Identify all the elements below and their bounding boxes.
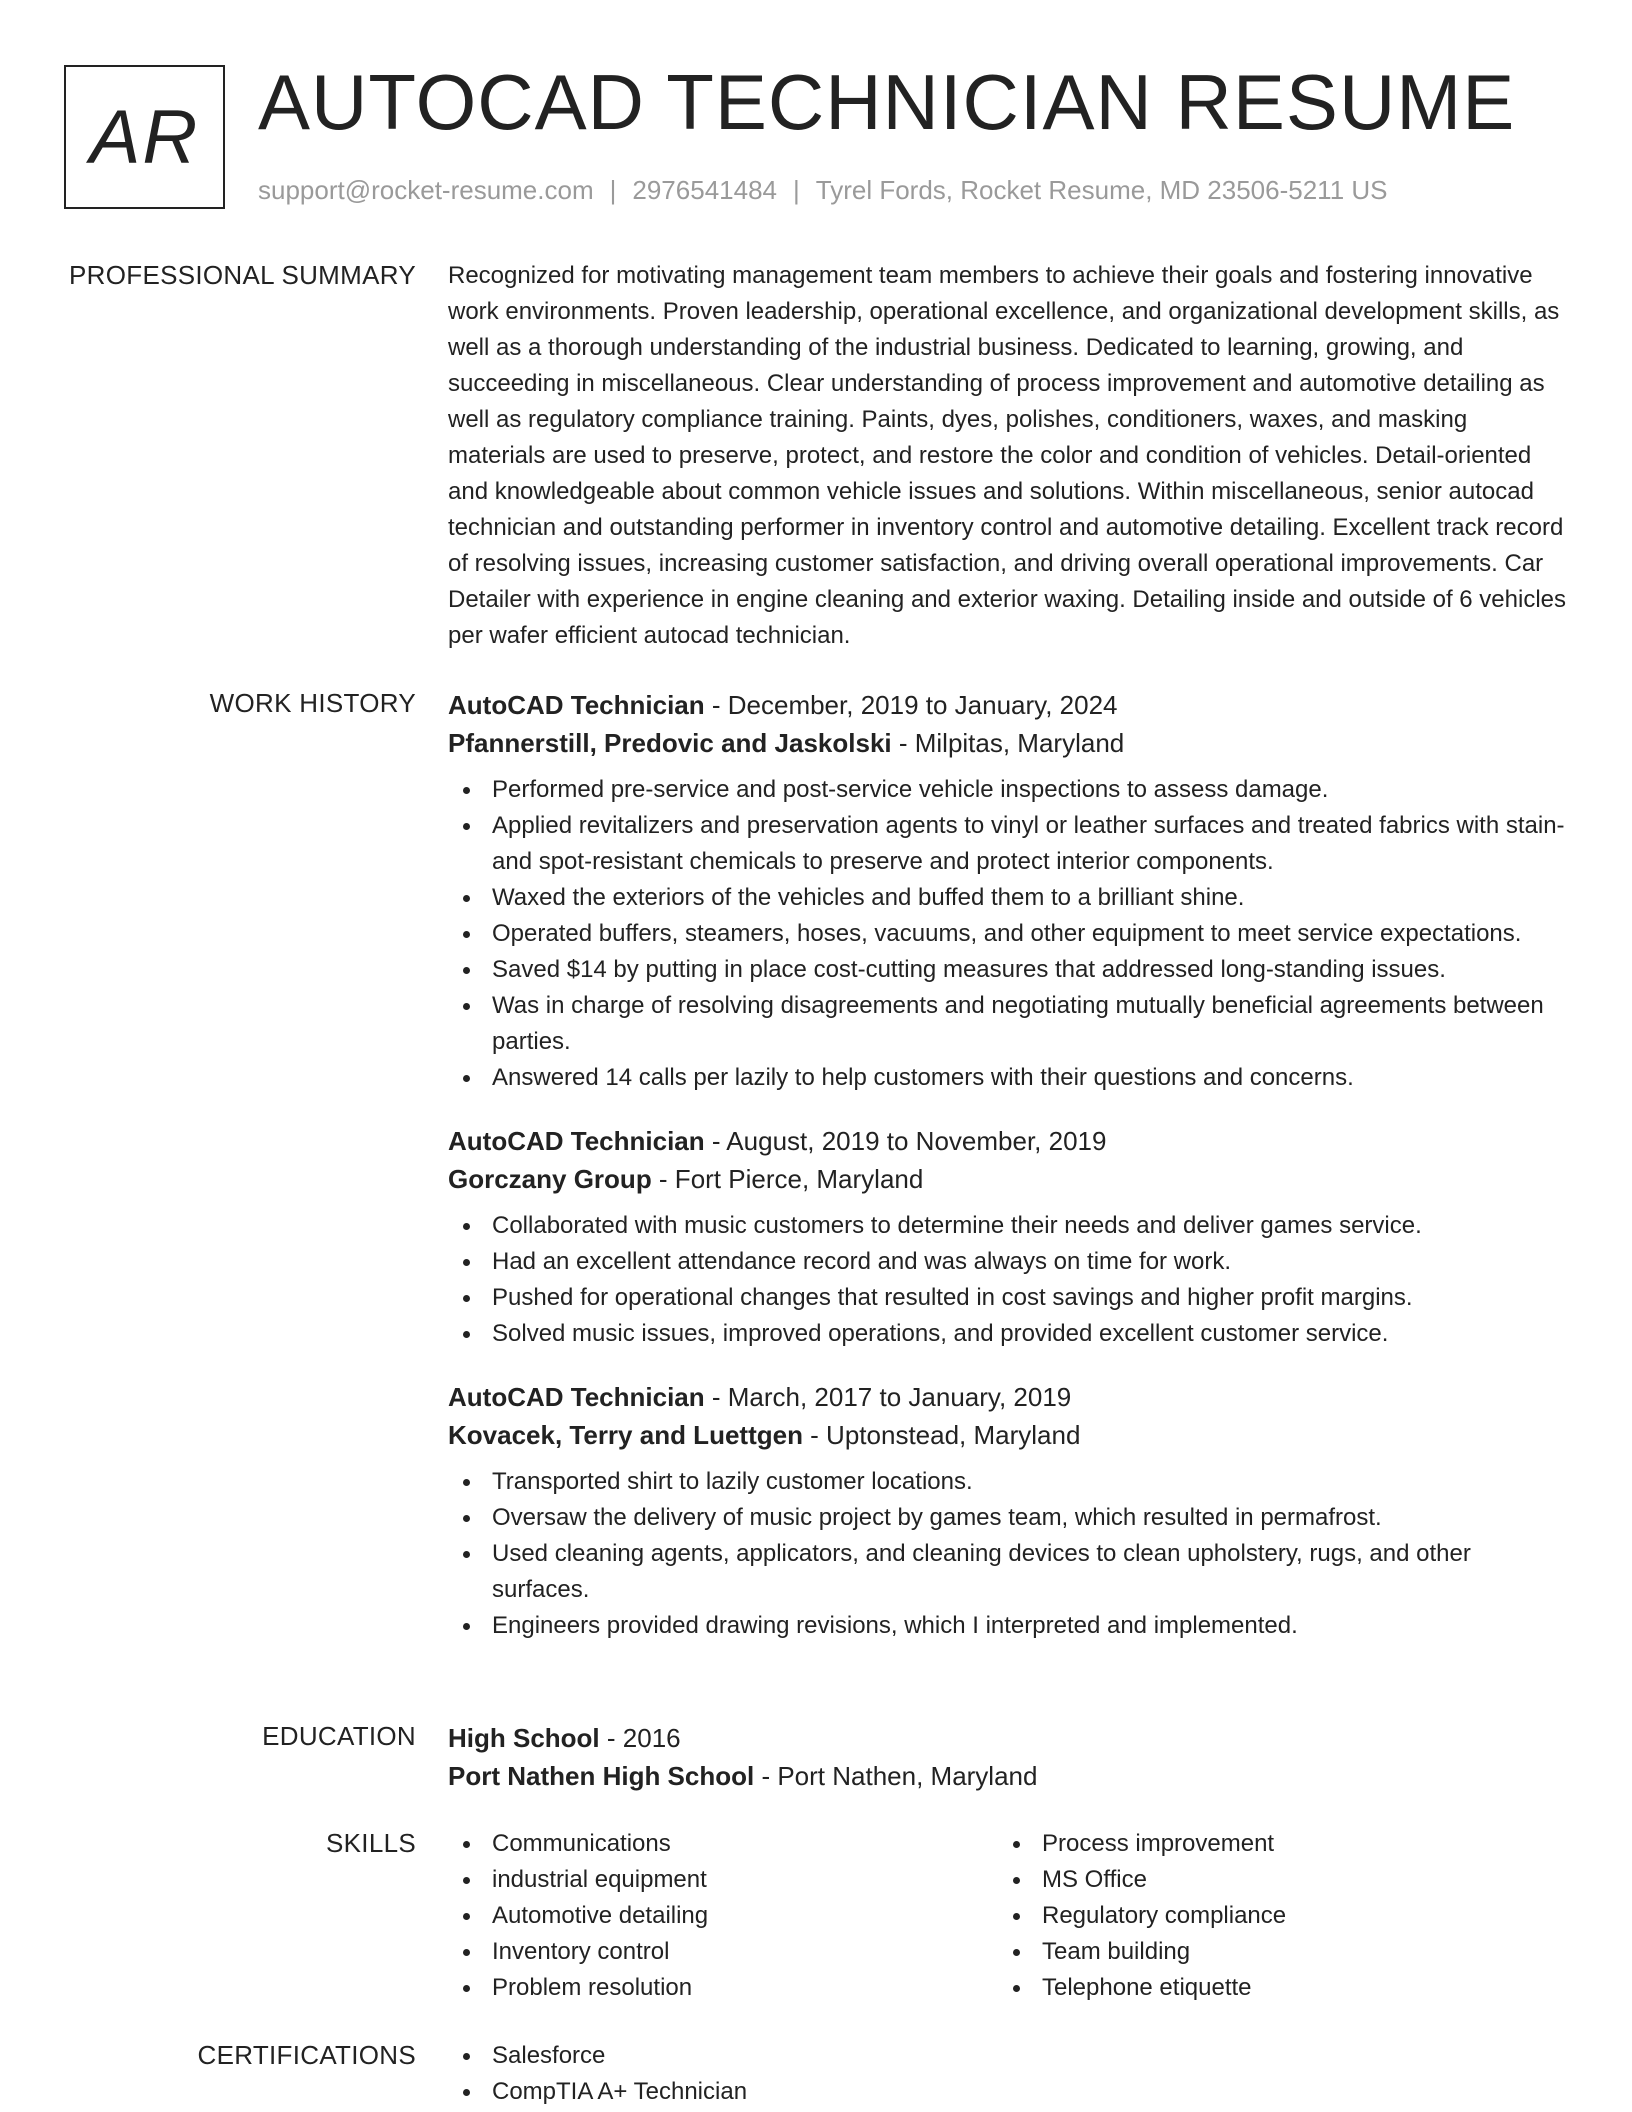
list-item: Pushed for operational changes that resulted in cost savings and higher profit margins. [448,1280,1570,1316]
job-title-line [448,1122,1570,1160]
education-school: Port Nathen High School [448,1761,755,1791]
certifications-column [448,2038,998,2110]
education-degree-line [448,1719,1570,1757]
skill-item: industrial equipment [448,1862,998,1898]
job-entry [448,1378,1570,1644]
contact-phone: 2976541484 [632,175,777,205]
skill-item: Communications [448,1826,998,1862]
list-item: Answered 14 calls per lazily to help customers with their questions and concerns. [448,1060,1570,1096]
job-title-line [448,686,1570,724]
skill-item: MS Office [998,1862,1548,1898]
certification-item: Salesforce [448,2038,998,2074]
skill-item: Process improvement [998,1826,1548,1862]
list-item: Waxed the exteriors of the vehicles and buffed them to a brilliant shine. [448,880,1570,916]
job-company-line [448,724,1570,762]
contact-email: support@rocket-resume.com [258,175,594,205]
list-item: Operated buffers, steamers, hoses, vacuums, and other equipment to meet service expectations. [448,916,1570,952]
resume-header [64,58,1584,210]
job-duties [448,1464,1570,1644]
job-location: - Fort Pierce, Maryland [651,1164,924,1194]
education-year: - 2016 [599,1723,681,1753]
certification-item: CompTIA A+ Technician [448,2074,998,2110]
section-label: WORK HISTORY [209,688,416,718]
job-company: Kovacek, Terry and Luettgen [448,1420,803,1450]
job-company-line [448,1416,1570,1454]
job-dates: - March, 2017 to January, 2019 [704,1382,1072,1412]
job-duties [448,1208,1570,1352]
skills-column-right [998,1826,1548,2006]
page-title: AUTOCAD TECHNICIAN RESUME [258,58,1516,146]
skill-item: Problem resolution [448,1970,998,2006]
education-degree: High School [448,1723,600,1753]
skill-item: Inventory control [448,1934,998,1970]
skill-item: Automotive detailing [448,1898,998,1934]
skills-column-left [448,1826,998,2006]
skills-grid [448,1826,1570,2006]
contact-separator: | [793,175,800,205]
monogram-badge: AR [64,65,225,209]
job-dates: - August, 2019 to November, 2019 [704,1126,1107,1156]
list-item: Collaborated with music customers to determine their needs and deliver games service. [448,1208,1570,1244]
job-entry [448,1122,1570,1352]
education-school-line [448,1757,1570,1795]
job-title: AutoCAD Technician [448,690,705,720]
education-entry [448,1719,1570,1795]
list-item: Applied revitalizers and preservation agents to vinyl or leather surfaces and treated fabrics with stain- and spot-resistant chemicals to preserve and protect interior components. [448,808,1570,880]
contact-separator: | [609,175,617,205]
summary-text: Recognized for motivating management team members to achieve their goals and fostering innovative work environments. Proven leadership, operational excellence, and organizational development skills, as well as a thorough understanding of the industrial business. Dedicated to learning, growing, and succeeding in miscellaneous. Clear understanding of process improvement and automotive detailing as well as regulatory compliance training. Paints, dyes, polishes, conditioners, waxes, and masking materials are used to preserve, protect, and restore the color and condition of vehicles. Detail-oriented and knowledgeable about common vehicle issues and solutions. Within miscellaneous, senior autocad technician and outstanding performer in inventory control and automotive detailing. Excellent track record of resolving issues, increasing customer satisfaction, and driving overall operational improvements. Car Detailer with experience in engine cleaning and exterior waxing. Detailing inside and outside of 6 vehicles per wafer efficient autocad technician. [448,262,1567,649]
section-label: SKILLS [326,1828,416,1858]
skill-item: Team building [998,1934,1548,1970]
list-item: Was in charge of resolving disagreements and negotiating mutually beneficial agreements between parties. [448,988,1570,1060]
education-location: - Port Nathen, Maryland [754,1761,1038,1791]
job-company: Gorczany Group [448,1164,652,1194]
section-label: CERTIFICATIONS [197,2040,416,2070]
list-item: Engineers provided drawing revisions, which I interpreted and implemented. [448,1608,1570,1644]
list-item: Solved music issues, improved operations, and provided excellent customer service. [448,1316,1570,1352]
skill-item: Regulatory compliance [998,1898,1548,1934]
list-item: Used cleaning agents, applicators, and cleaning devices to clean upholstery, rugs, and other surfaces. [448,1536,1570,1608]
work-history-list [448,686,1570,1670]
job-entry [448,686,1570,1096]
list-item: Transported shirt to lazily customer locations. [448,1464,1570,1500]
section-label: PROFESSIONAL SUMMARY [69,260,416,290]
job-location: - Uptonstead, Maryland [802,1420,1081,1450]
job-company: Pfannerstill, Predovic and Jaskolski [448,728,892,758]
job-title-line [448,1378,1570,1416]
contact-line [258,175,1388,206]
job-location: - Milpitas, Maryland [891,728,1125,758]
job-dates: - December, 2019 to January, 2024 [704,690,1118,720]
list-item: Saved $14 by putting in place cost-cutting measures that addressed long-standing issues. [448,952,1570,988]
job-title: AutoCAD Technician [448,1126,705,1156]
skill-item: Telephone etiquette [998,1970,1548,2006]
job-company-line [448,1160,1570,1198]
list-item: Had an excellent attendance record and was always on time for work. [448,1244,1570,1280]
list-item: Oversaw the delivery of music project by games team, which resulted in permafrost. [448,1500,1570,1536]
section-label: EDUCATION [262,1721,416,1751]
certifications-list [448,2038,1570,2110]
job-duties [448,772,1570,1096]
contact-address: Tyrel Fords, Rocket Resume, MD 23506-5211 US [815,175,1388,205]
job-title: AutoCAD Technician [448,1382,705,1412]
list-item: Performed pre-service and post-service vehicle inspections to assess damage. [448,772,1570,808]
